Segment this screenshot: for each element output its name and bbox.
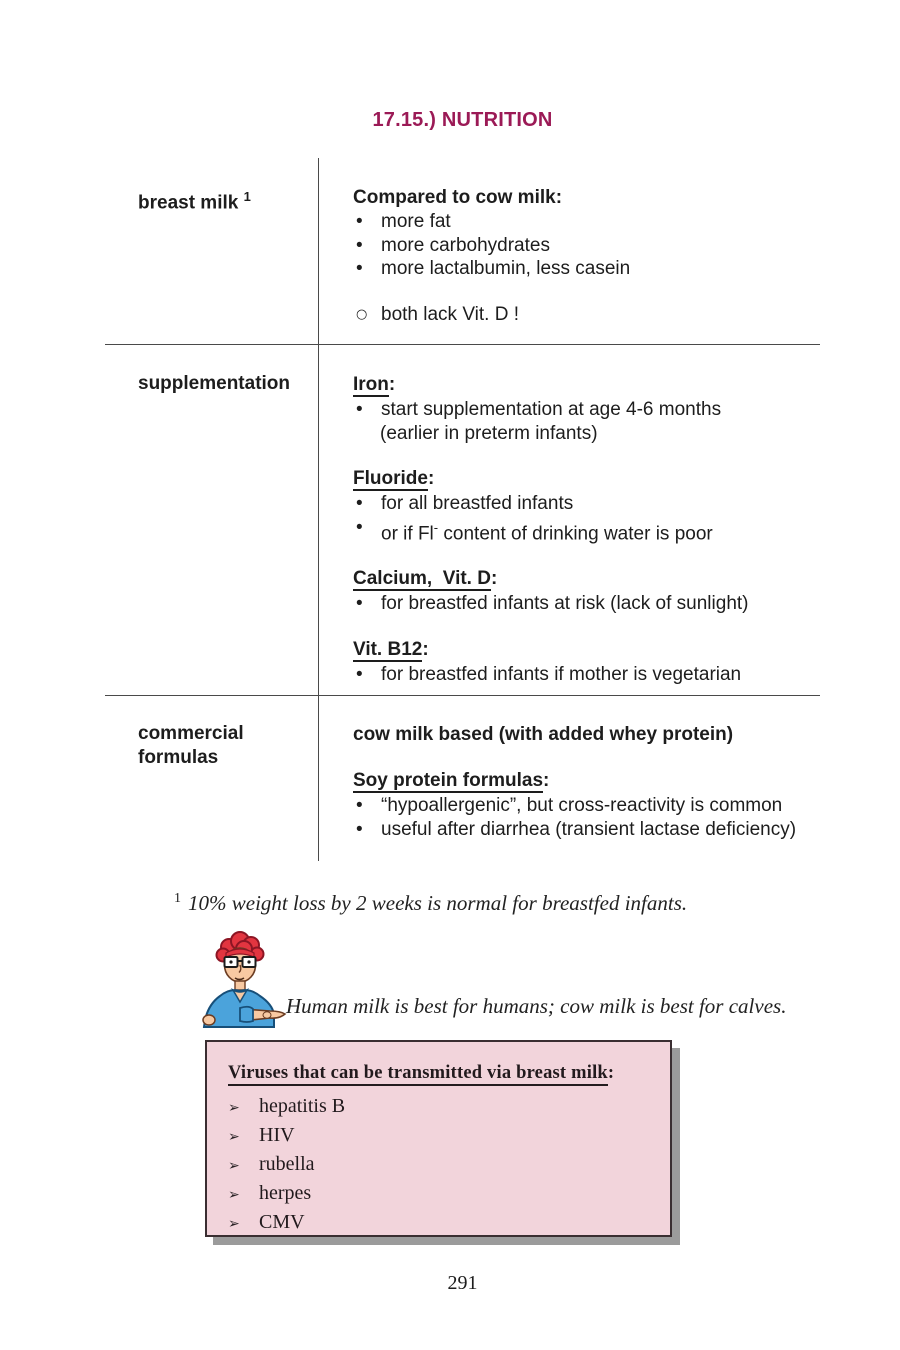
superscript-minus: -: [433, 519, 439, 535]
arrow-bullet-icon: ➢: [228, 1187, 240, 1203]
heading-colon: :: [388, 374, 396, 395]
list-item: [228, 1180, 658, 1209]
page-number: 291: [447, 1272, 478, 1294]
heading-colon: :: [427, 468, 435, 489]
table-row-commercial-formulas: [105, 696, 820, 859]
list-item-text: start supplementation at age 4-6 months: [381, 399, 722, 420]
section-heading-text: Fluoride: [353, 468, 428, 489]
list-item: [353, 257, 820, 281]
section-heading: [353, 372, 820, 397]
list-item: [353, 492, 820, 516]
list-item-text: [381, 516, 713, 546]
circle-bullet-icon: ○: [356, 306, 368, 322]
footnote: [174, 891, 687, 916]
spacer: [353, 281, 820, 303]
list-item: [353, 592, 820, 616]
label-text: commercial formulas: [138, 723, 244, 768]
table-row-breast-milk: [105, 158, 820, 345]
text-fragment: or if Fl: [381, 522, 434, 544]
section-heading: [353, 637, 820, 662]
pointing-man-cartoon: [196, 931, 288, 1033]
list-item: [228, 1151, 658, 1180]
list-item-text: rubella: [259, 1153, 315, 1175]
list-item: [353, 398, 820, 422]
heading-colon: :: [490, 568, 498, 590]
nutrition-table: [105, 158, 820, 859]
section-fluoride: [353, 466, 820, 545]
quote-text: Human milk is best for humans; cow milk is best for calves.: [286, 994, 787, 1018]
list-item-text: more lactalbumin, less casein: [381, 258, 631, 279]
section-calcium-vitd: [353, 566, 820, 616]
section-heading-text: Vit. B12: [353, 638, 423, 660]
sleeve: [240, 1007, 253, 1022]
footnote-marker: 1: [174, 891, 181, 906]
virus-box: [205, 1040, 672, 1237]
label-text: breast milk: [138, 192, 239, 214]
section-heading-text: Calcium, Vit. D: [353, 568, 491, 590]
virus-list: [228, 1093, 658, 1238]
list-item-text: herpes: [259, 1182, 312, 1204]
arrow-bullet-icon: ➢: [228, 1129, 240, 1145]
neck: [235, 981, 245, 990]
bullet-icon: •: [356, 211, 363, 232]
list-item-text: for breastfed infants at risk (lack of sunlight): [381, 593, 749, 615]
list-item-text: HIV: [259, 1124, 295, 1146]
content-heading: Compared to cow milk:: [353, 187, 563, 208]
heading-colon: :: [422, 638, 429, 660]
list-item-text: for breastfed infants if mother is vegetarian: [381, 663, 742, 685]
content-heading: cow milk based (with added whey protein): [353, 724, 734, 745]
list-item-text: more carbohydrates: [381, 234, 550, 256]
list-item: [353, 234, 820, 258]
list-item-text: “hypoallergenic”, but cross-reactivity is common: [381, 795, 783, 816]
list-item-continuation: (earlier in preterm infants): [380, 422, 598, 444]
section-soy-formulas: [353, 768, 820, 841]
bullet-icon: •: [356, 795, 363, 816]
bullet-icon: •: [356, 593, 363, 615]
row-label-breast-milk: [105, 158, 318, 344]
list-item-text: for all breastfed infants: [381, 493, 574, 514]
section-heading-text: Iron: [353, 374, 389, 395]
list-item-text: more fat: [381, 211, 451, 232]
section-vitb12: [353, 637, 820, 687]
list-item: [353, 818, 820, 842]
heading-colon: :: [543, 770, 550, 791]
list-item: [353, 516, 820, 546]
arrow-bullet-icon: ➢: [228, 1216, 240, 1232]
section-iron: [353, 372, 820, 445]
list-item-text: CMV: [259, 1211, 305, 1233]
footnote-text: 10% weight loss by 2 weeks is normal for breastfed infants.: [188, 891, 688, 915]
label-text: supplementation: [138, 373, 291, 394]
footnote-reference: 1: [243, 189, 251, 204]
bullet-icon: •: [356, 258, 363, 279]
section-heading: [353, 566, 820, 591]
bullet-icon: •: [356, 493, 363, 514]
list-item: [353, 210, 820, 234]
left-hand: [203, 1015, 215, 1025]
text-fragment: content of drinking water is poor: [443, 522, 713, 544]
list-item: [228, 1209, 658, 1238]
virus-box-title-text: Viruses that can be transmitted via breast milk: [228, 1063, 608, 1086]
section-heading-text: Soy protein formulas: [353, 770, 544, 791]
page-title: 17.15.) NUTRITION: [372, 109, 553, 131]
table-vertical-divider: [318, 158, 319, 861]
list-item-text: useful after diarrhea (transient lactase deficiency): [381, 818, 797, 840]
bullet-icon: •: [356, 234, 363, 256]
section-heading: [353, 466, 820, 491]
row-content-commercial-formulas: [318, 696, 820, 859]
list-item: [353, 663, 820, 687]
list-item: [228, 1093, 658, 1122]
list-item-text: both lack Vit. D !: [381, 303, 519, 325]
row-content-supplementation: [318, 345, 820, 695]
row-content-breast-milk: [318, 158, 820, 344]
bullet-icon: •: [356, 399, 363, 420]
row-label-commercial-formulas: [105, 696, 318, 859]
arrow-bullet-icon: ➢: [228, 1158, 240, 1174]
arrow-bullet-icon: ➢: [228, 1100, 240, 1116]
bullet-icon: •: [356, 663, 363, 685]
list-item-note: [353, 303, 820, 327]
section-heading: [353, 768, 820, 793]
virus-box-title: [228, 1061, 658, 1085]
bullet-icon: •: [356, 516, 363, 538]
heading-colon: :: [607, 1063, 615, 1083]
row-label-supplementation: [105, 345, 318, 695]
table-row-supplementation: [105, 345, 820, 696]
list-item: [228, 1122, 658, 1151]
list-item: [353, 794, 820, 818]
bullet-icon: •: [356, 818, 363, 840]
list-item-text: hepatitis B: [259, 1095, 346, 1117]
